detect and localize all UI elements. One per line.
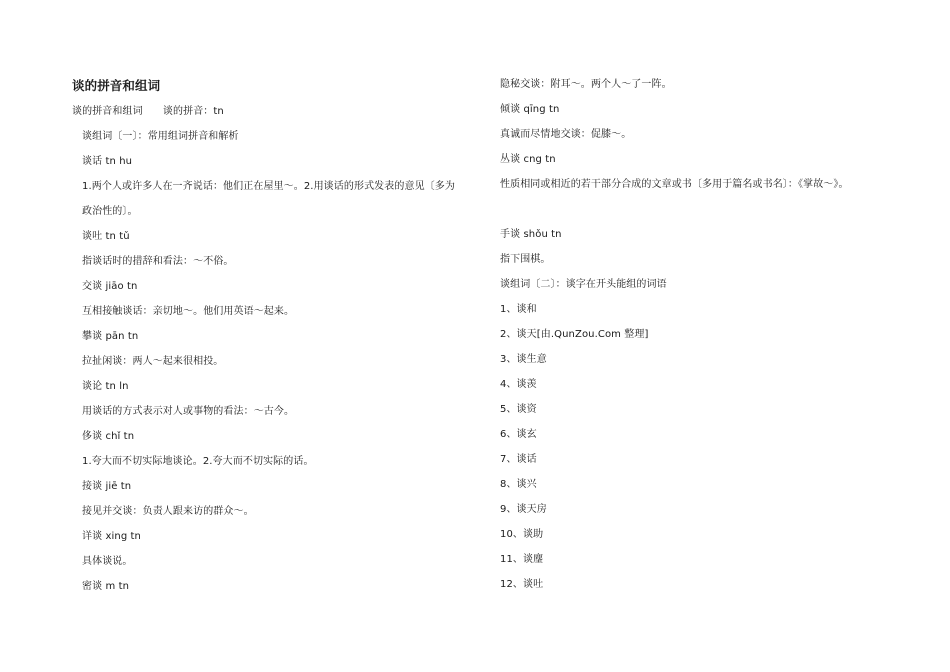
word-entry: 接谈 jiē tn (82, 481, 132, 492)
word-definition: 拉扯闲谈：两人～起来很相投。 (82, 356, 224, 367)
word-entry: 谈话 tn hu (82, 156, 133, 167)
list-item: 8、谈兴 (500, 479, 537, 490)
word-definition: 用谈话的方式表示对人或事物的看法：～古今。 (82, 406, 295, 417)
word-definition: 隐秘交谈：附耳～。两个人～了一阵。 (500, 79, 672, 90)
list-item: 7、谈话 (500, 454, 537, 465)
list-item: 11、谈麈 (500, 554, 544, 565)
word-entry: 谈吐 tn tǔ (82, 231, 130, 242)
list-item: 10、谈助 (500, 529, 544, 540)
list-item: 2、谈天[由.QunZou.Com 整理] (500, 329, 649, 340)
word-definition: 接见并交谈：负责人跟来访的群众～。 (82, 506, 254, 517)
list-item: 1、谈和 (500, 304, 537, 315)
list-item: 12、谈吐 (500, 579, 544, 590)
list-item: 9、谈天房 (500, 504, 547, 515)
word-definition: 1.夸大而不切实际地谈论。2.夸大而不切实际的话。 (82, 456, 314, 467)
word-definition: 指下围棋。 (500, 254, 551, 265)
section-heading-2: 谈组词〔二〕：谈字在开头能组的词语 (500, 279, 667, 290)
word-entry: 倾谈 qīng tn (500, 104, 560, 115)
word-definition: 具体谈说。 (82, 556, 133, 567)
word-entry: 手谈 shǒu tn (500, 229, 562, 240)
word-entry: 谈论 tn ln (82, 381, 129, 392)
list-item: 5、谈资 (500, 404, 537, 415)
word-definition: 真诚而尽情地交谈：促膝～。 (500, 129, 632, 140)
document-title: 谈的拼音和组词 (72, 78, 161, 93)
word-entry: 密谈 m tn (82, 581, 130, 592)
word-entry: 侈谈 chǐ tn (82, 431, 135, 442)
intro-line: 谈的拼音和组词 谈的拼音：tn (72, 106, 224, 117)
word-entry: 详谈 xing tn (82, 531, 141, 542)
word-definition: 指谈话时的措辞和看法：～不俗。 (82, 256, 234, 267)
word-definition: 性质相同或相近的若干部分合成的文章或书〔多用于篇名或书名〕：《掌故～》。 (500, 179, 849, 190)
word-entry: 交谈 jiāo tn (82, 281, 138, 292)
section-heading-1: 谈组词〔一〕：常用组词拼音和解析 (82, 131, 239, 142)
word-definition: 互相接触谈话：亲切地～。他们用英语～起来。 (82, 306, 295, 317)
list-item: 3、谈生意 (500, 354, 547, 365)
list-item: 6、谈玄 (500, 429, 537, 440)
word-entry: 丛谈 cng tn (500, 154, 556, 165)
word-entry: 攀谈 pān tn (82, 331, 139, 342)
list-item: 4、谈羡 (500, 379, 537, 390)
word-definition: 1.两个人或许多人在一齐说话：他们正在屋里～。2.用谈话的形式发表的意见〔多为政治性的〕。 (82, 181, 455, 217)
